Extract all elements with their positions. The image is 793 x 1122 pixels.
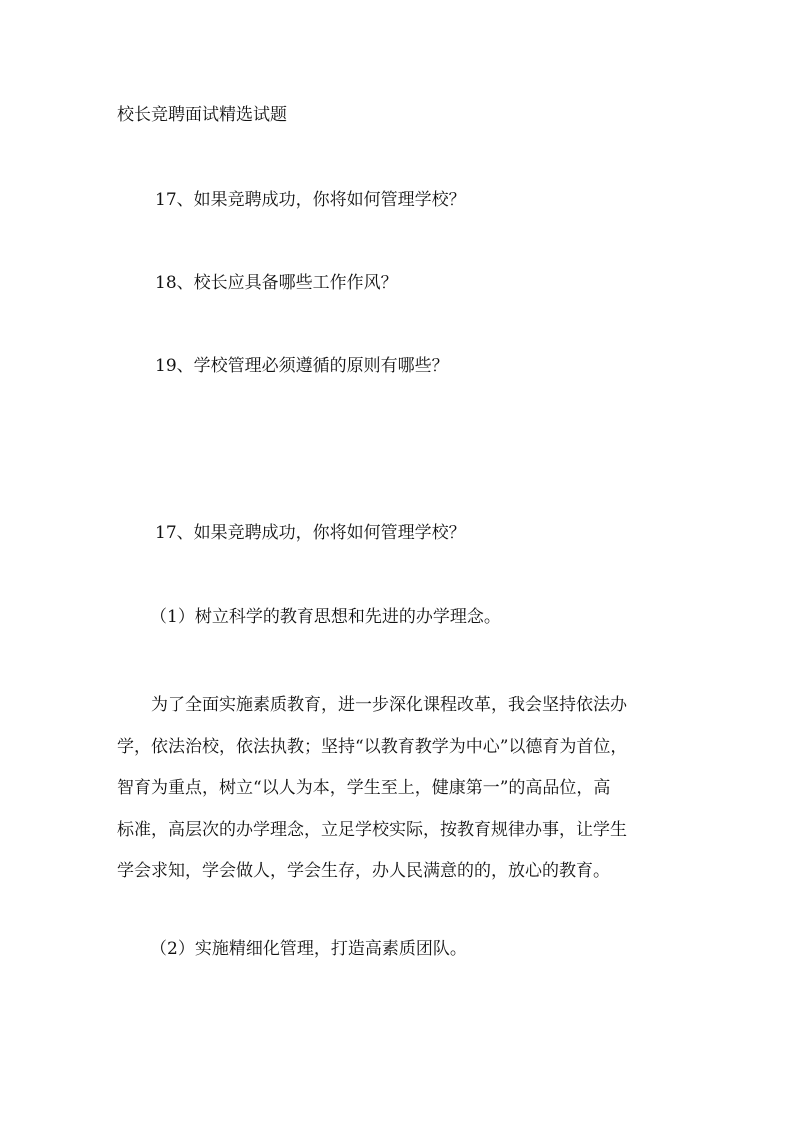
- section-heading-2: （2）实施精细化管理，打造高素质团队。: [150, 939, 467, 959]
- section-heading-1: （1）树立科学的教育思想和先进的办学理念。: [150, 607, 501, 627]
- document-title: 校长竞聘面试精选试题: [117, 105, 287, 125]
- question-19: 19、学校管理必须遵循的原则有哪些？: [155, 356, 449, 376]
- question-18: 18、校长应具备哪些工作作风？: [155, 273, 398, 293]
- paragraph-line: 学，依法治校，依法执教；坚持“以教育教学为中心”以德育为首位，: [117, 736, 628, 757]
- paragraph-line: 标准，高层次的办学理念，立足学校实际，按教育规律办事，让学生: [117, 819, 627, 840]
- answer-heading-17: 17、如果竞聘成功，你将如何管理学校？: [155, 523, 466, 543]
- body-paragraph: [117, 685, 697, 893]
- paragraph-line: 学会求知，学会做人，学会生存，办人民满意的的，放心的教育。: [117, 861, 610, 881]
- paragraph-line: 智育为重点，树立“以人为本，学生至上，健康第一”的高品位，高: [117, 778, 611, 798]
- question-17: 17、如果竞聘成功，你将如何管理学校？: [155, 190, 466, 210]
- paragraph-line: 为了全面实施素质教育，进一步深化课程改革，我会坚持依法办: [151, 695, 627, 715]
